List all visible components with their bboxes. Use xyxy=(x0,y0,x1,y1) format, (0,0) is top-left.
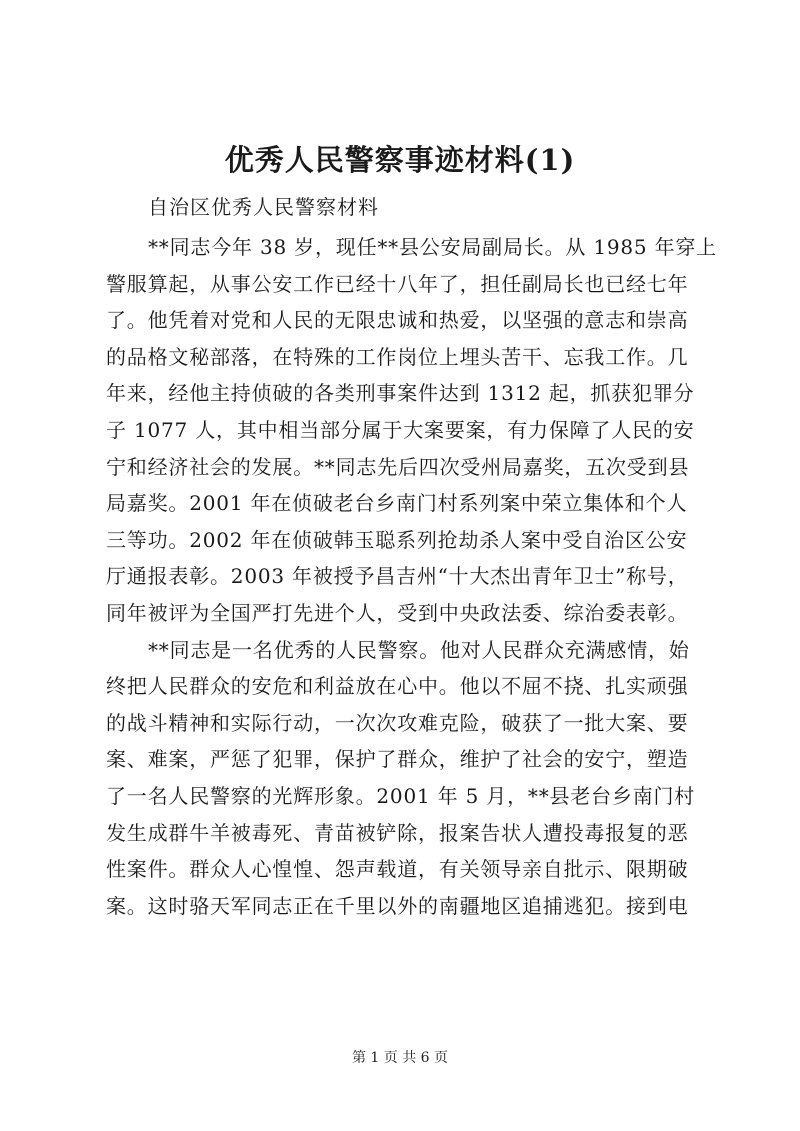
text-line: 年来，经他主持侦破的各类刑事案件达到 1312 起，抓获犯罪分 xyxy=(106,381,695,406)
text-line: 案、难案，严惩了犯罪，保护了群众，维护了社会的安宁，塑造 xyxy=(106,747,689,772)
text-line: 性案件。群众人心惶惶、怨声载道，有关领导亲自批示、限期破 xyxy=(106,857,689,882)
text-line: **同志是一名优秀的人民警察。他对人民群众充满感情，始 xyxy=(148,637,690,662)
text-line: 宁和经济社会的发展。**同志先后四次受州局嘉奖，五次受到县 xyxy=(106,454,690,479)
text-line: 厅通报表彰。2003 年被授予昌吉州“十大杰出青年卫士”称号， xyxy=(106,564,689,589)
text-line: 三等功。2002 年在侦破韩玉聪系列抢劫杀人案中受自治区公安 xyxy=(106,527,688,552)
text-line: 子 1077 人，其中相当部分属于大案要案，有力保障了人民的安 xyxy=(106,417,695,442)
text-line: 了一名人民警察的光辉形象。2001 年 5 月，**县老台乡南门村 xyxy=(106,783,696,808)
document-subtitle: 自治区优秀人民警察材料 xyxy=(148,195,379,219)
text-line: 了。他凭着对党和人民的无限忠诚和热爱，以坚强的意志和崇高 xyxy=(106,308,689,333)
text-line: 同年被评为全国严打先进个人，受到中央政法委、综治委表彰。 xyxy=(106,600,689,625)
text-line: 发生成群牛羊被毒死、青苗被铲除，报案告状人遭投毒报复的恶 xyxy=(106,820,689,845)
text-line: 局嘉奖。2001 年在侦破老台乡南门村系列案中荣立集体和个人 xyxy=(106,491,688,516)
text-line: 案。这时骆天军同志正在千里以外的南疆地区追捕逃犯。接到电 xyxy=(106,893,689,918)
text-line: 的品格文秘部落，在特殊的工作岗位上埋头苦干、忘我工作。几 xyxy=(106,344,689,369)
text-line: 警服算起，从事公安工作已经十八年了，担任副局长也已经七年 xyxy=(106,271,689,296)
body-text xyxy=(106,229,717,924)
page-footer: 第 1 页 共 6 页 xyxy=(351,1050,449,1066)
document-title: 优秀人民警察事迹材料(1) xyxy=(224,143,576,177)
text-line: **同志今年 38 岁，现任**县公安局副局长。从 1985 年穿上 xyxy=(148,235,717,259)
text-line: 终把人民群众的安危和利益放在心中。他以不屈不挠、扎实顽强 xyxy=(106,674,689,699)
text-line: 的战斗精神和实际行动，一次次攻难克险，破获了一批大案、要 xyxy=(106,710,689,735)
